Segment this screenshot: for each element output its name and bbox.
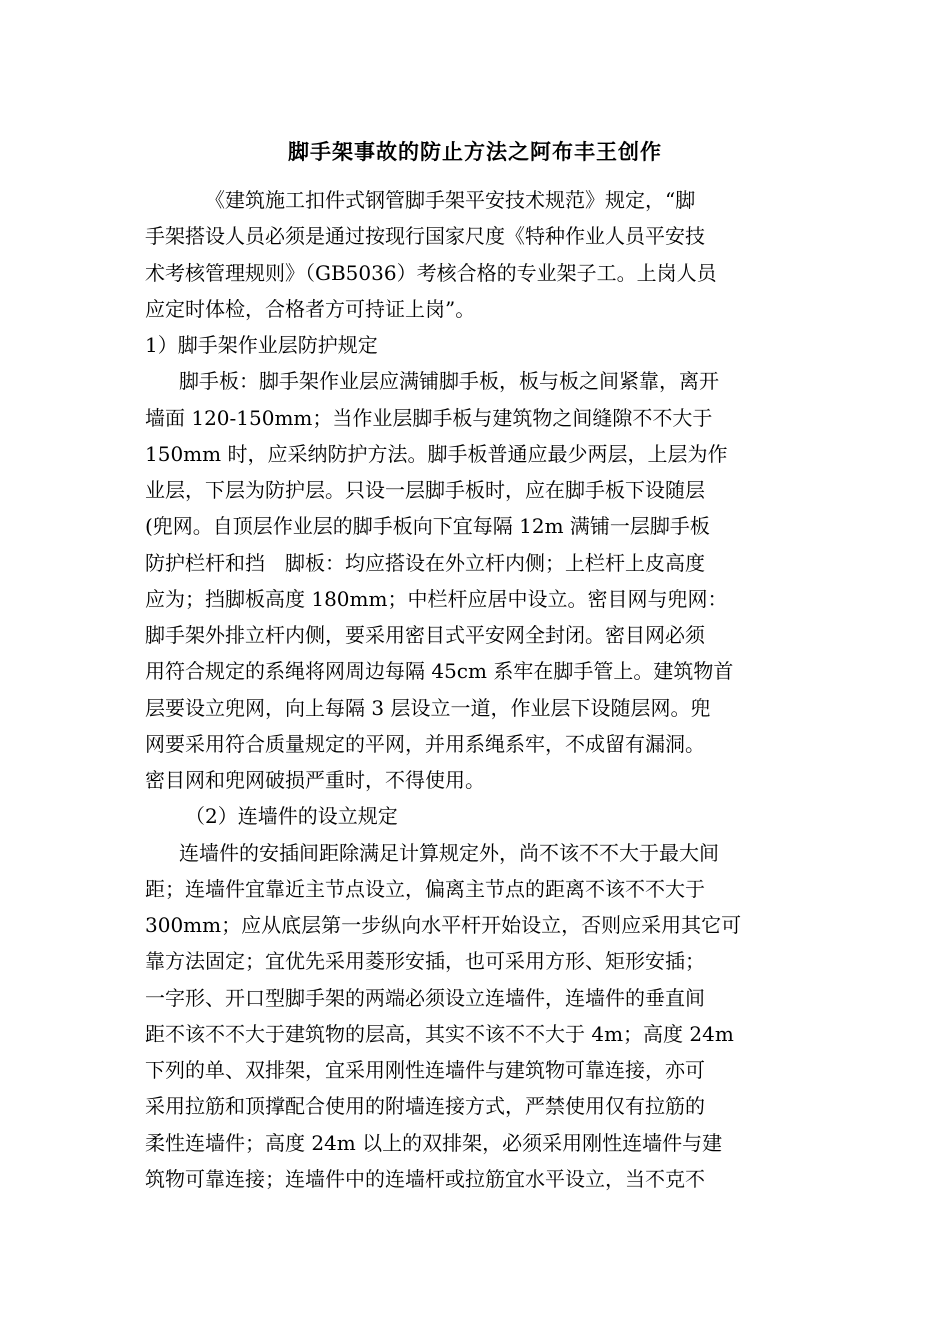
paragraph-line: (兜网。自顶层作业层的脚手板向下宜每隔 12m 满铺一层脚手板: [145, 514, 710, 538]
paragraph-line: 一字形、开口型脚手架的两端必须设立连墙件，连墙件的垂直间: [145, 986, 705, 1010]
paragraph-line: 应为；挡脚板高度 180mm；中栏杆应居中设立。密目网与兜网：: [145, 587, 728, 611]
paragraph-line: 业层，下层为防护层。只设一层脚手板时，应在脚手板下设随层: [145, 478, 705, 502]
paragraph-line: 术考核管理规则》（GB5036）考核合格的专业架子工。上岗人员: [145, 261, 717, 285]
paragraph-line: 防护栏杆和挡 脚板：均应搭设在外立杆内侧；上栏杆上皮高度: [145, 551, 705, 575]
paragraph-line: 采用拉筋和顶撑配合使用的附墙连接方式，严禁使用仅有拉筋的: [145, 1094, 705, 1118]
paragraph-line: 密目网和兜网破损严重时，不得使用。: [145, 768, 485, 792]
paragraph-line: 手架搭设人员必须是通过按现行国家尺度《特种作业人员平安技: [145, 224, 705, 248]
section-heading: （2）连墙件的设立规定: [185, 804, 398, 828]
paragraph-line: 网要采用符合质量规定的平网，并用系绳系牢，不成留有漏洞。: [145, 732, 705, 756]
paragraph-line: 用符合规定的系绳将网周边每隔 45cm 系牢在脚手管上。建筑物首: [145, 659, 734, 683]
paragraph-line: 连墙件的安插间距除满足计算规定外，尚不该不不大于最大间: [179, 841, 719, 865]
document-title: 脚手架事故的防止方法之阿布丰王创作: [288, 140, 662, 164]
paragraph-line: 距不该不不大于建筑物的层高，其实不该不不大于 4m；高度 24m: [145, 1022, 734, 1046]
paragraph-line: 下列的单、双排架，宜采用刚性连墙件与建筑物可靠连接，亦可: [145, 1058, 705, 1082]
paragraph-line: 脚手架外排立杆内侧，要采用密目式平安网全封闭。密目网必须: [145, 623, 705, 647]
paragraph-line: 层要设立兜网，向上每隔 3 层设立一道，作业层下设随层网。兜: [145, 696, 711, 720]
paragraph-line: 《建筑施工扣件式钢管脚手架平安技术规范》规定，“脚: [205, 188, 696, 212]
section-heading: 1）脚手架作业层防护规定: [145, 333, 378, 357]
paragraph-line: 墙面 120-150mm；当作业层脚手板与建筑物之间缝隙不不大于: [145, 406, 713, 430]
paragraph-line: 筑物可靠连接；连墙件中的连墙杆或拉筋宜水平设立，当不克不: [145, 1167, 705, 1191]
paragraph-line: 脚手板：脚手架作业层应满铺脚手板，板与板之间紧靠，离开: [179, 369, 719, 393]
paragraph-line: 300mm；应从底层第一步纵向水平杆开始设立，否则应采用其它可: [145, 913, 742, 937]
paragraph-line: 150mm 时，应采纳防护方法。脚手板普通应最少两层，上层为作: [145, 442, 728, 466]
paragraph-line: 距；连墙件宜靠近主节点设立，偏离主节点的距离不该不不大于: [145, 877, 705, 901]
paragraph-line: 应定时体检，合格者方可持证上岗”。: [145, 297, 476, 321]
paragraph-line: 柔性连墙件；高度 24m 以上的双排架，必须采用刚性连墙件与建: [145, 1131, 723, 1155]
paragraph-line: 靠方法固定；宜优先采用菱形安插，也可采用方形、矩形安插；: [145, 949, 705, 973]
